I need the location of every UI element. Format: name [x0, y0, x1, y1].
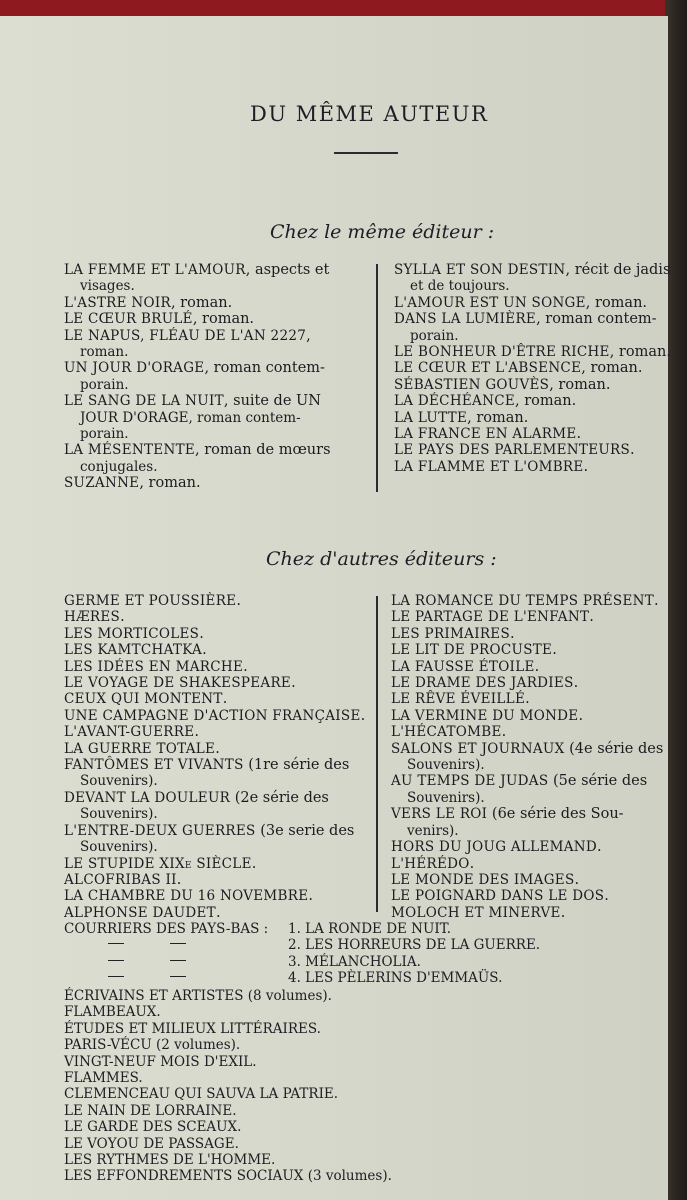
book-description: .	[469, 855, 475, 872]
book-entry-continuation: Souvenirs).	[80, 806, 158, 823]
book-description: .	[534, 658, 540, 675]
book-title: SYLLA ET SON DESTIN	[394, 262, 566, 278]
book-entry-continuation: JOUR D'ORAGE, roman contem-	[80, 409, 301, 426]
book-title: ÉCRIVAINS ET ARTISTES	[64, 988, 244, 1004]
courriers-item: 2. LES HORREURS DE LA GUERRE.	[288, 937, 541, 954]
courriers-item: 1. LA RONDE DE NUIT.	[288, 921, 451, 937]
book-entry-continuation: conjugales.	[80, 458, 158, 475]
book-entry-continuation: et de toujours.	[410, 278, 510, 295]
section-heading-same-publisher: Chez le même éditeur :	[270, 221, 495, 243]
book-entry	[64, 609, 365, 625]
book-entry	[391, 659, 663, 675]
book-description: , récit de jadis	[565, 262, 671, 278]
book-title: LA FLAMME ET L'OMBRE	[394, 458, 584, 475]
book-title: UNE CAMPAGNE D'ACTION FRANÇAISE	[64, 707, 361, 724]
book-description: (6e série des Sou-	[487, 806, 624, 823]
book-entry-continuation: Souvenirs).	[80, 773, 158, 790]
book-entry-continuation: Souvenirs).	[407, 757, 485, 774]
book-description: .	[583, 458, 589, 475]
book-description: .	[215, 740, 220, 757]
book-title: CLEMENCEAU QUI SAUVA LA PATRIE	[64, 1086, 334, 1103]
book-description: .	[234, 1135, 239, 1152]
book-title: LES PRIMAIRES	[391, 625, 511, 642]
book-title: L'ASTRE NOIR	[64, 294, 171, 311]
book-entry	[391, 905, 663, 921]
ditto-dash	[170, 960, 186, 961]
book-title: LA ROMANCE DU TEMPS PRÉSENT	[391, 593, 655, 609]
book-title: LE NAIN DE LORRAINE	[64, 1102, 233, 1119]
book-description: .	[316, 1020, 321, 1037]
book-entry	[64, 344, 331, 360]
book-title: LA FAUSSE ÉTOILE	[391, 658, 535, 675]
book-entry	[391, 839, 663, 855]
courriers-item: 3. MÉLANCHOLIA.	[288, 953, 421, 970]
book-page	[0, 16, 671, 1200]
book-title: FANTÔMES ET VIVANTS	[64, 757, 244, 774]
book-entry	[64, 593, 365, 609]
book-title: LA FRANCE EN ALARME	[394, 426, 577, 443]
book-description: , roman.	[549, 376, 611, 393]
book-description: (3e serie des	[255, 822, 355, 839]
book-description: .	[525, 691, 530, 708]
book-entry	[64, 872, 365, 888]
book-description: .	[194, 724, 199, 741]
book-entry	[64, 806, 365, 822]
book-title: ALPHONSE DAUDET	[64, 904, 216, 921]
book-entry	[394, 295, 671, 311]
book-entry	[64, 442, 331, 458]
book-title: LE CŒUR BRULÉ	[64, 311, 193, 328]
book-entry	[64, 659, 365, 675]
book-description: .	[138, 1070, 143, 1087]
book-title: HORS DU JOUG ALLEMAND	[391, 839, 598, 856]
book-description: .	[574, 871, 580, 888]
courriers-item: 4. LES PÈLERINS D'EMMAÜS.	[288, 970, 503, 987]
book-title: LE VOYAGE DE SHAKESPEARE	[64, 675, 292, 692]
book-description: .	[232, 1102, 237, 1119]
book-entry	[64, 823, 365, 839]
book-title: LE BONHEUR D'ÊTRE RICHE	[394, 344, 610, 361]
book-description: .	[589, 609, 594, 626]
book-title: LE NAPUS, FLÉAU DE L'AN 2227	[64, 327, 307, 344]
book-entry	[64, 311, 331, 327]
book-entry	[394, 262, 671, 278]
book-description: .	[360, 707, 366, 724]
book-description: .	[252, 1053, 257, 1070]
book-title: LA DÉCHÉANCE	[394, 393, 515, 410]
column-divider	[376, 264, 378, 492]
book-description: .	[604, 888, 609, 905]
book-entry	[64, 262, 331, 278]
book-entry	[64, 1119, 392, 1135]
book-title: L'HÉCATOMBE	[391, 724, 502, 741]
book-title: FLAMMES	[64, 1070, 139, 1087]
book-entry	[64, 741, 365, 757]
book-title: MOLOCH ET MINERVE	[391, 904, 561, 921]
book-entry-continuation: visages.	[80, 278, 135, 295]
book-entry	[64, 773, 365, 789]
book-description: , roman contem-	[204, 360, 325, 377]
book-description: ,	[306, 327, 311, 344]
same-publisher-left-column	[64, 262, 331, 492]
book-entry	[64, 295, 331, 311]
book-entry	[64, 377, 331, 393]
book-entry	[391, 642, 663, 658]
book-title: LA VERMINE DU MONDE	[391, 707, 579, 724]
book-entry-continuation: roman.	[80, 344, 129, 361]
book-title: DANS LA LUMIÈRE	[394, 311, 537, 328]
book-description: .	[222, 691, 228, 708]
ditto-dash	[108, 976, 124, 977]
book-title: GERME ET POUSSIÈRE	[64, 593, 237, 609]
book-title: L'AMOUR EST UN SONGE	[394, 294, 586, 311]
book-description: .	[199, 625, 204, 642]
book-description: .	[271, 1152, 276, 1169]
book-entry	[64, 839, 365, 855]
book-title: SALONS ET JOURNAUX	[391, 740, 565, 757]
book-description: .	[120, 609, 125, 626]
book-title: FLAMBEAUX	[64, 1004, 157, 1021]
ditto-dash	[170, 943, 186, 944]
book-description: , roman de mœurs	[195, 442, 331, 459]
book-description: .	[333, 1086, 339, 1103]
book-entry	[64, 1136, 392, 1152]
book-entry	[64, 626, 365, 642]
book-entry-continuation: porain.	[410, 327, 459, 344]
book-entry	[394, 410, 671, 426]
book-description: .	[576, 426, 582, 443]
book-description: .	[251, 855, 257, 872]
book-entry	[394, 360, 671, 376]
book-entry	[64, 393, 331, 409]
book-description: .	[560, 904, 566, 921]
book-title: LE RÊVE ÉVEILLÉ	[391, 691, 526, 708]
book-entry	[394, 393, 671, 409]
book-entry	[391, 757, 663, 773]
book-entry	[64, 790, 365, 806]
book-title: ÉTUDES ET MILIEUX LITTÉRAIRES	[64, 1020, 317, 1037]
book-entry	[64, 675, 365, 691]
book-entry	[64, 1168, 392, 1184]
ditto-dash	[108, 960, 124, 961]
book-entry	[64, 1086, 392, 1102]
book-entry	[64, 724, 365, 740]
book-title: LES IDÉES EN MARCHE	[64, 658, 244, 675]
book-entry	[64, 278, 331, 294]
book-entry	[64, 856, 365, 872]
other-publishers-left-column	[64, 593, 365, 921]
book-title: SÉBASTIEN GOUVÈS	[394, 376, 550, 393]
book-title: LE PARTAGE DE L'ENFANT	[391, 609, 590, 626]
book-entry	[394, 442, 671, 458]
book-entry-continuation: Souvenirs).	[407, 789, 485, 806]
book-description: , roman.	[581, 360, 643, 377]
book-description: , roman.	[192, 311, 255, 328]
book-entry	[391, 691, 663, 707]
book-entry	[391, 888, 663, 904]
book-title: LA FEMME ET L'AMOUR	[64, 262, 246, 278]
other-publishers-bottom-list	[64, 988, 392, 1185]
book-entry	[391, 741, 663, 757]
book-entry	[64, 757, 365, 773]
book-title: LA LUTTE	[394, 409, 468, 426]
book-entry	[64, 328, 331, 344]
book-title: LE LIT DE PROCUSTE	[391, 642, 553, 659]
book-description: .	[630, 442, 635, 459]
book-entry	[394, 328, 671, 344]
book-entry	[391, 773, 663, 789]
book-entry	[64, 1054, 392, 1070]
book-title: LE PAYS DES PARLEMENTEURS	[394, 442, 631, 459]
book-title: UN JOUR D'ORAGE	[64, 360, 205, 377]
book-entry	[391, 790, 663, 806]
book-title: L'HÉRÉDO	[391, 855, 470, 872]
book-description: .	[176, 871, 182, 888]
book-entry	[64, 888, 365, 904]
ditto-dash	[108, 943, 124, 944]
book-entry	[394, 459, 671, 475]
same-publisher-right-column	[394, 262, 671, 475]
book-title: LA CHAMBRE DU 16 NOVEMBRE	[64, 888, 309, 905]
book-description: .	[202, 642, 207, 659]
book-description: , roman.	[515, 393, 577, 410]
book-description: .	[654, 593, 659, 609]
book-entry	[394, 278, 671, 294]
book-title: LES EFFONDREMENTS SOCIAUX	[64, 1168, 304, 1185]
book-description: .	[236, 593, 241, 609]
book-description: (8 volumes).	[243, 988, 332, 1004]
book-description: .	[578, 707, 584, 724]
book-title: LE MONDE DES IMAGES	[391, 871, 575, 888]
courriers-label: COURRIERS DES PAYS-BAS :	[64, 921, 269, 937]
book-title: LA GUERRE TOTALE	[64, 740, 216, 757]
book-entry	[391, 806, 663, 822]
book-entry	[64, 360, 331, 376]
book-title: LE POIGNARD DANS LE DOS	[391, 888, 605, 905]
book-entry	[64, 410, 331, 426]
column-divider	[376, 596, 378, 912]
book-description: .	[597, 839, 602, 856]
book-entry	[391, 724, 663, 740]
book-entry	[394, 344, 671, 360]
book-description: (1re série des	[243, 757, 350, 774]
book-description: , suite de UN	[223, 393, 321, 410]
book-entry	[64, 1152, 392, 1168]
book-entry	[64, 988, 392, 1004]
book-entry	[391, 593, 663, 609]
book-description: (2 volumes).	[151, 1037, 241, 1054]
book-entry-continuation: venirs).	[407, 822, 459, 839]
book-entry	[391, 872, 663, 888]
book-entry	[64, 1037, 392, 1053]
book-description: .	[552, 642, 557, 659]
book-description: .	[237, 1119, 242, 1136]
book-title: LA MÉSENTENTE	[64, 442, 196, 459]
page-title: DU MÊME AUTEUR	[250, 102, 489, 126]
book-entry	[391, 708, 663, 724]
book-title: ALCOFRIBAS II	[64, 871, 177, 888]
book-entry	[64, 1004, 392, 1020]
book-entry	[64, 708, 365, 724]
book-entry	[64, 1021, 392, 1037]
book-title: LES KAMTCHATKA	[64, 642, 203, 659]
book-entry	[394, 311, 671, 327]
book-description: .	[308, 888, 313, 905]
book-entry-continuation: Souvenirs).	[80, 839, 158, 856]
book-description: .	[156, 1004, 161, 1021]
book-title: VINGT-NEUF MOIS D'EXIL	[64, 1053, 253, 1070]
book-title: HÆRES	[64, 609, 121, 626]
book-title: L'AVANT-GUERRE	[64, 724, 195, 741]
book-entry	[64, 459, 331, 475]
book-entry	[64, 1070, 392, 1086]
book-entry	[391, 609, 663, 625]
book-description: , roman.	[170, 294, 233, 311]
book-title: DEVANT LA DOULEUR	[64, 789, 231, 806]
book-title: CEUX QUI MONTENT	[64, 691, 223, 708]
book-title: LES RYTHMES DE L'HOMME	[64, 1152, 272, 1169]
book-entry	[391, 626, 663, 642]
book-title: AU TEMPS DE JUDAS	[391, 773, 549, 790]
book-description: (4e série des	[564, 740, 664, 757]
book-title: LE GARDE DES SCEAUX	[64, 1119, 238, 1136]
book-entry	[394, 377, 671, 393]
book-description: , aspects et	[245, 262, 330, 278]
book-title: LE STUPIDE XIXe SIÈCLE	[64, 855, 252, 872]
book-entry	[64, 475, 331, 491]
book-entry	[391, 823, 663, 839]
book-entry-continuation: porain.	[80, 426, 129, 443]
other-publishers-right-column	[391, 593, 663, 921]
book-description: , roman.	[609, 344, 671, 361]
book-entry	[64, 1103, 392, 1119]
book-entry	[391, 856, 663, 872]
section-heading-other-publishers: Chez d'autres éditeurs :	[266, 548, 497, 570]
book-description: , roman.	[467, 409, 529, 426]
book-title: LES MORTICOLES	[64, 625, 200, 642]
book-title: PARIS-VÉCU	[64, 1037, 152, 1054]
book-binding-edge	[665, 0, 687, 1200]
book-title: LE CŒUR ET L'ABSENCE	[394, 360, 582, 377]
book-description: .	[215, 904, 221, 921]
book-description: (3 volumes).	[303, 1168, 392, 1185]
book-title: LE VOYOU DE PASSAGE	[64, 1135, 235, 1152]
book-entry	[394, 426, 671, 442]
title-divider	[334, 152, 398, 154]
book-description: .	[243, 658, 248, 675]
book-entry	[64, 905, 365, 921]
book-entry	[391, 675, 663, 691]
book-entry	[64, 426, 331, 442]
courriers-des-pays-bas	[64, 921, 540, 987]
book-description: , roman contem-	[536, 311, 657, 328]
book-description: .	[510, 625, 515, 642]
book-title: LE DRAME DES JARDIES	[391, 675, 574, 692]
ditto-dash	[170, 976, 186, 977]
book-description: .	[573, 675, 579, 692]
book-title: LE SANG DE LA NUIT	[64, 393, 224, 410]
book-description: .	[501, 724, 507, 741]
book-entry-continuation: porain.	[80, 376, 129, 393]
book-title: L'ENTRE-DEUX GUERRES	[64, 822, 256, 839]
book-entry	[64, 642, 365, 658]
book-description: , roman.	[139, 475, 201, 492]
book-title: VERS LE ROI	[391, 806, 488, 823]
book-description: , roman.	[585, 294, 648, 311]
book-entry	[64, 691, 365, 707]
book-description: (5e série des	[548, 773, 648, 790]
book-description: (2e série des	[230, 789, 329, 806]
book-description: .	[291, 675, 296, 692]
book-title: SUZANNE	[64, 475, 140, 492]
